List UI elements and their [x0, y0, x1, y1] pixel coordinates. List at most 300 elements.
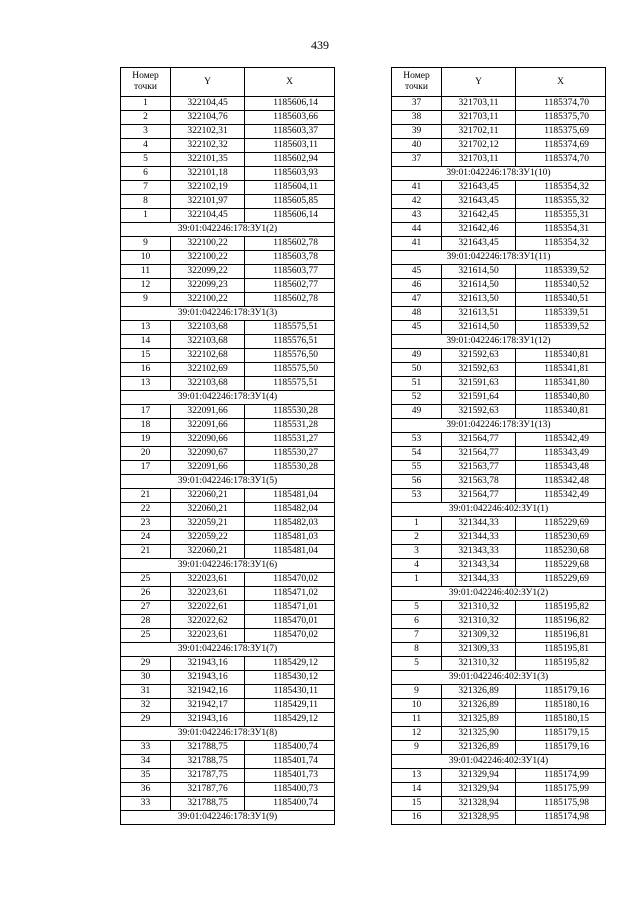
y-coordinate-cell: 321329,94 — [442, 769, 516, 783]
table-row — [121, 195, 335, 209]
point-number-cell: 25 — [121, 573, 171, 587]
y-coordinate-cell: 321326,89 — [442, 685, 516, 699]
y-coordinate-cell: 321309,32 — [442, 629, 516, 643]
cadastral-section-label: 39:01:042246:178:ЗУ1(4) — [121, 391, 335, 405]
table-row — [392, 139, 606, 153]
cadastral-section-label: 39:01:042246:178:ЗУ1(13) — [392, 419, 606, 433]
y-coordinate-cell: 322023,61 — [171, 587, 245, 601]
y-coordinate-cell: 322102,68 — [171, 349, 245, 363]
point-number-cell: 27 — [121, 601, 171, 615]
table-row — [392, 111, 606, 125]
header-x: X — [245, 68, 335, 97]
table-row — [121, 629, 335, 643]
point-number-cell: 9 — [392, 741, 442, 755]
point-number-cell: 33 — [121, 741, 171, 755]
point-number-cell: 6 — [392, 615, 442, 629]
table-row — [392, 699, 606, 713]
y-coordinate-cell: 321788,75 — [171, 797, 245, 811]
x-coordinate-cell: 1185530,28 — [245, 461, 335, 475]
y-coordinate-cell: 322090,66 — [171, 433, 245, 447]
table-row — [121, 489, 335, 503]
table-row — [121, 601, 335, 615]
point-number-cell: 36 — [121, 783, 171, 797]
point-number-cell: 45 — [392, 321, 442, 335]
cadastral-section-label: 39:01:042246:178:ЗУ1(11) — [392, 251, 606, 265]
point-number-cell: 21 — [121, 545, 171, 559]
x-coordinate-cell: 1185340,51 — [516, 293, 606, 307]
cadastral-section-label: 39:01:042246:402:ЗУ1(2) — [392, 587, 606, 601]
table-row — [392, 769, 606, 783]
y-coordinate-cell: 322103,68 — [171, 335, 245, 349]
x-coordinate-cell: 1185195,82 — [516, 657, 606, 671]
point-number-cell: 4 — [121, 139, 171, 153]
x-coordinate-cell: 1185341,81 — [516, 363, 606, 377]
point-number-cell: 2 — [392, 531, 442, 545]
y-coordinate-cell: 321326,89 — [442, 741, 516, 755]
point-number-cell: 14 — [392, 783, 442, 797]
x-coordinate-cell: 1185429,12 — [245, 713, 335, 727]
table-row — [121, 797, 335, 811]
table-row — [392, 391, 606, 405]
point-number-cell: 46 — [392, 279, 442, 293]
x-coordinate-cell: 1185342,49 — [516, 433, 606, 447]
point-number-cell: 5 — [392, 601, 442, 615]
point-number-cell: 37 — [392, 97, 442, 111]
y-coordinate-cell: 322090,67 — [171, 447, 245, 461]
point-number-cell: 4 — [392, 559, 442, 573]
y-coordinate-cell: 321310,32 — [442, 657, 516, 671]
x-coordinate-cell: 1185340,81 — [516, 405, 606, 419]
table-row — [392, 377, 606, 391]
y-coordinate-cell: 322099,22 — [171, 265, 245, 279]
x-coordinate-cell: 1185354,32 — [516, 237, 606, 251]
table-row — [392, 517, 606, 531]
x-coordinate-cell: 1185174,98 — [516, 811, 606, 825]
x-coordinate-cell: 1185603,37 — [245, 125, 335, 139]
section-row — [392, 503, 606, 517]
x-coordinate-cell: 1185400,74 — [245, 797, 335, 811]
point-number-cell: 3 — [392, 545, 442, 559]
y-coordinate-cell: 322099,23 — [171, 279, 245, 293]
x-coordinate-cell: 1185602,78 — [245, 293, 335, 307]
point-number-cell: 19 — [121, 433, 171, 447]
point-number-cell: 22 — [121, 503, 171, 517]
header-y: Y — [442, 68, 516, 97]
point-number-cell: 15 — [121, 349, 171, 363]
point-number-cell: 11 — [121, 265, 171, 279]
y-coordinate-cell: 321563,77 — [442, 461, 516, 475]
y-coordinate-cell: 321592,63 — [442, 349, 516, 363]
y-coordinate-cell: 321614,50 — [442, 321, 516, 335]
table-row — [392, 573, 606, 587]
x-coordinate-cell: 1185530,27 — [245, 447, 335, 461]
y-coordinate-cell: 321563,78 — [442, 475, 516, 489]
table-row — [121, 685, 335, 699]
x-coordinate-cell: 1185604,11 — [245, 181, 335, 195]
table-row — [121, 363, 335, 377]
x-coordinate-cell: 1185482,03 — [245, 517, 335, 531]
y-coordinate-cell: 322022,62 — [171, 615, 245, 629]
x-coordinate-cell: 1185340,52 — [516, 279, 606, 293]
table-row — [121, 587, 335, 601]
point-number-cell: 47 — [392, 293, 442, 307]
x-coordinate-cell: 1185400,74 — [245, 741, 335, 755]
x-coordinate-cell: 1185342,49 — [516, 489, 606, 503]
x-coordinate-cell: 1185470,02 — [245, 573, 335, 587]
point-number-cell: 55 — [392, 461, 442, 475]
point-number-cell: 11 — [392, 713, 442, 727]
x-coordinate-cell: 1185429,11 — [245, 699, 335, 713]
x-coordinate-cell: 1185471,02 — [245, 587, 335, 601]
y-coordinate-cell: 322102,19 — [171, 181, 245, 195]
table-row — [121, 97, 335, 111]
table-row — [392, 475, 606, 489]
table-row — [121, 139, 335, 153]
point-number-cell: 31 — [121, 685, 171, 699]
y-coordinate-cell: 321591,63 — [442, 377, 516, 391]
coordinates-table-right — [391, 67, 606, 825]
x-coordinate-cell: 1185179,15 — [516, 727, 606, 741]
x-coordinate-cell: 1185339,51 — [516, 307, 606, 321]
y-coordinate-cell: 322101,18 — [171, 167, 245, 181]
x-coordinate-cell: 1185603,11 — [245, 139, 335, 153]
table-row — [121, 769, 335, 783]
cadastral-section-label: 39:01:042246:178:ЗУ1(2) — [121, 223, 335, 237]
point-number-cell: 2 — [121, 111, 171, 125]
x-coordinate-cell: 1185576,50 — [245, 349, 335, 363]
x-coordinate-cell: 1185576,51 — [245, 335, 335, 349]
table-row — [121, 447, 335, 461]
point-number-cell: 53 — [392, 433, 442, 447]
table-row — [121, 167, 335, 181]
section-row — [392, 167, 606, 181]
point-number-cell: 23 — [121, 517, 171, 531]
x-coordinate-cell: 1185374,70 — [516, 153, 606, 167]
table-row — [392, 307, 606, 321]
table-row — [392, 447, 606, 461]
table-row — [121, 335, 335, 349]
y-coordinate-cell: 321788,75 — [171, 755, 245, 769]
section-row — [392, 419, 606, 433]
x-coordinate-cell: 1185374,70 — [516, 97, 606, 111]
x-coordinate-cell: 1185195,82 — [516, 601, 606, 615]
point-number-cell: 13 — [392, 769, 442, 783]
point-number-cell: 10 — [121, 251, 171, 265]
x-coordinate-cell: 1185430,12 — [245, 671, 335, 685]
table-row — [392, 727, 606, 741]
point-number-cell: 49 — [392, 405, 442, 419]
point-number-cell: 10 — [392, 699, 442, 713]
x-coordinate-cell: 1185195,81 — [516, 643, 606, 657]
y-coordinate-cell: 322091,66 — [171, 461, 245, 475]
point-number-cell: 12 — [121, 279, 171, 293]
table-row — [392, 209, 606, 223]
section-row — [121, 307, 335, 321]
table-row — [121, 531, 335, 545]
point-number-cell: 41 — [392, 181, 442, 195]
point-number-cell: 7 — [121, 181, 171, 195]
table-row — [392, 783, 606, 797]
table-row — [121, 349, 335, 363]
y-coordinate-cell: 321703,11 — [442, 97, 516, 111]
x-coordinate-cell: 1185230,69 — [516, 531, 606, 545]
table-row — [392, 629, 606, 643]
table-row — [121, 615, 335, 629]
table-row — [392, 279, 606, 293]
point-number-cell: 39 — [392, 125, 442, 139]
x-coordinate-cell: 1185229,69 — [516, 573, 606, 587]
y-coordinate-cell: 321643,45 — [442, 195, 516, 209]
cadastral-section-label: 39:01:042246:178:ЗУ1(8) — [121, 727, 335, 741]
table-row — [392, 321, 606, 335]
table-row — [121, 181, 335, 195]
x-coordinate-cell: 1185180,15 — [516, 713, 606, 727]
point-number-cell: 35 — [121, 769, 171, 783]
table-row — [392, 265, 606, 279]
point-number-cell: 12 — [392, 727, 442, 741]
point-number-cell: 17 — [121, 405, 171, 419]
table-row — [121, 125, 335, 139]
page-number: 439 — [311, 38, 329, 52]
y-coordinate-cell: 322100,22 — [171, 251, 245, 265]
section-row — [392, 251, 606, 265]
table-row — [392, 461, 606, 475]
y-coordinate-cell: 321643,45 — [442, 237, 516, 251]
point-number-cell: 29 — [121, 657, 171, 671]
x-coordinate-cell: 1185602,78 — [245, 237, 335, 251]
point-number-cell: 9 — [121, 237, 171, 251]
section-row — [392, 335, 606, 349]
y-coordinate-cell: 321325,90 — [442, 727, 516, 741]
x-coordinate-cell: 1185230,68 — [516, 545, 606, 559]
y-coordinate-cell: 321344,33 — [442, 517, 516, 531]
table-row — [392, 489, 606, 503]
table-row — [121, 713, 335, 727]
y-coordinate-cell: 321702,12 — [442, 139, 516, 153]
y-coordinate-cell: 321787,75 — [171, 769, 245, 783]
table-row — [121, 699, 335, 713]
y-coordinate-cell: 321943,16 — [171, 657, 245, 671]
x-coordinate-cell: 1185430,11 — [245, 685, 335, 699]
cadastral-section-label: 39:01:042246:402:ЗУ1(4) — [392, 755, 606, 769]
table-row — [121, 545, 335, 559]
point-number-cell: 1 — [392, 517, 442, 531]
point-number-cell: 28 — [121, 615, 171, 629]
point-number-cell: 5 — [392, 657, 442, 671]
point-number-cell: 26 — [121, 587, 171, 601]
x-coordinate-cell: 1185401,74 — [245, 755, 335, 769]
point-number-cell: 53 — [392, 489, 442, 503]
y-coordinate-cell: 322102,31 — [171, 125, 245, 139]
y-coordinate-cell: 321592,63 — [442, 405, 516, 419]
table-row — [392, 601, 606, 615]
y-coordinate-cell: 322100,22 — [171, 237, 245, 251]
point-number-cell: 54 — [392, 447, 442, 461]
y-coordinate-cell: 321614,50 — [442, 279, 516, 293]
point-number-cell: 3 — [121, 125, 171, 139]
x-coordinate-cell: 1185180,16 — [516, 699, 606, 713]
x-coordinate-cell: 1185429,12 — [245, 657, 335, 671]
x-coordinate-cell: 1185482,04 — [245, 503, 335, 517]
table-row — [121, 755, 335, 769]
x-coordinate-cell: 1185340,80 — [516, 391, 606, 405]
cadastral-section-label: 39:01:042246:178:ЗУ1(12) — [392, 335, 606, 349]
table-row — [121, 741, 335, 755]
table-row — [392, 125, 606, 139]
y-coordinate-cell: 321310,32 — [442, 615, 516, 629]
point-number-cell: 14 — [121, 335, 171, 349]
point-number-cell: 8 — [392, 643, 442, 657]
x-coordinate-cell: 1185179,16 — [516, 741, 606, 755]
table-row — [392, 433, 606, 447]
point-number-cell: 1 — [121, 209, 171, 223]
x-coordinate-cell: 1185575,51 — [245, 321, 335, 335]
y-coordinate-cell: 321591,64 — [442, 391, 516, 405]
section-row — [392, 587, 606, 601]
x-coordinate-cell: 1185470,02 — [245, 629, 335, 643]
table-row — [392, 223, 606, 237]
header-point-number: Номер точки — [392, 68, 442, 97]
point-number-cell: 7 — [392, 629, 442, 643]
header-x: X — [516, 68, 606, 97]
x-coordinate-cell: 1185354,32 — [516, 181, 606, 195]
table-row — [392, 349, 606, 363]
point-number-cell: 43 — [392, 209, 442, 223]
section-row — [392, 671, 606, 685]
y-coordinate-cell: 321564,77 — [442, 433, 516, 447]
y-coordinate-cell: 321642,45 — [442, 209, 516, 223]
table-row — [392, 741, 606, 755]
table-row — [392, 195, 606, 209]
table-row — [392, 685, 606, 699]
table-row — [121, 671, 335, 685]
x-coordinate-cell: 1185531,28 — [245, 419, 335, 433]
x-coordinate-cell: 1185354,31 — [516, 223, 606, 237]
table-row — [121, 517, 335, 531]
table-header-row — [392, 68, 606, 97]
point-number-cell: 1 — [392, 573, 442, 587]
y-coordinate-cell: 322023,61 — [171, 573, 245, 587]
x-coordinate-cell: 1185355,32 — [516, 195, 606, 209]
y-coordinate-cell: 322023,61 — [171, 629, 245, 643]
table-row — [121, 321, 335, 335]
x-coordinate-cell: 1185481,03 — [245, 531, 335, 545]
y-coordinate-cell: 321326,89 — [442, 699, 516, 713]
x-coordinate-cell: 1185196,82 — [516, 615, 606, 629]
point-number-cell: 20 — [121, 447, 171, 461]
y-coordinate-cell: 322103,68 — [171, 377, 245, 391]
x-coordinate-cell: 1185603,66 — [245, 111, 335, 125]
table-row — [392, 531, 606, 545]
x-coordinate-cell: 1185339,52 — [516, 265, 606, 279]
table-row — [392, 797, 606, 811]
table-row — [121, 153, 335, 167]
point-number-cell: 40 — [392, 139, 442, 153]
table-row — [121, 573, 335, 587]
table-row — [392, 363, 606, 377]
point-number-cell: 13 — [121, 321, 171, 335]
x-coordinate-cell: 1185374,69 — [516, 139, 606, 153]
y-coordinate-cell: 321309,33 — [442, 643, 516, 657]
x-coordinate-cell: 1185605,85 — [245, 195, 335, 209]
header-y: Y — [171, 68, 245, 97]
table-row — [121, 405, 335, 419]
section-row — [121, 727, 335, 741]
point-number-cell: 9 — [121, 293, 171, 307]
x-coordinate-cell: 1185606,14 — [245, 209, 335, 223]
point-number-cell: 18 — [121, 419, 171, 433]
y-coordinate-cell: 322060,21 — [171, 503, 245, 517]
y-coordinate-cell: 321703,11 — [442, 153, 516, 167]
x-coordinate-cell: 1185400,73 — [245, 783, 335, 797]
y-coordinate-cell: 321564,77 — [442, 489, 516, 503]
point-number-cell: 45 — [392, 265, 442, 279]
y-coordinate-cell: 322104,45 — [171, 209, 245, 223]
table-row — [121, 783, 335, 797]
y-coordinate-cell: 322022,61 — [171, 601, 245, 615]
y-coordinate-cell: 322101,35 — [171, 153, 245, 167]
y-coordinate-cell: 322104,45 — [171, 97, 245, 111]
y-coordinate-cell: 321702,11 — [442, 125, 516, 139]
table-row — [392, 545, 606, 559]
cadastral-section-label: 39:01:042246:178:ЗУ1(3) — [121, 307, 335, 321]
table-row — [392, 811, 606, 825]
y-coordinate-cell: 321343,34 — [442, 559, 516, 573]
x-coordinate-cell: 1185340,81 — [516, 349, 606, 363]
y-coordinate-cell: 321328,95 — [442, 811, 516, 825]
section-row — [121, 643, 335, 657]
point-number-cell: 41 — [392, 237, 442, 251]
y-coordinate-cell: 322091,66 — [171, 419, 245, 433]
x-coordinate-cell: 1185606,14 — [245, 97, 335, 111]
section-row — [121, 223, 335, 237]
y-coordinate-cell: 322059,21 — [171, 517, 245, 531]
cadastral-section-label: 39:01:042246:402:ЗУ1(1) — [392, 503, 606, 517]
point-number-cell: 34 — [121, 755, 171, 769]
x-coordinate-cell: 1185196,81 — [516, 629, 606, 643]
y-coordinate-cell: 321325,89 — [442, 713, 516, 727]
point-number-cell: 50 — [392, 363, 442, 377]
cadastral-section-label: 39:01:042246:402:ЗУ1(3) — [392, 671, 606, 685]
y-coordinate-cell: 321942,17 — [171, 699, 245, 713]
table-row — [121, 251, 335, 265]
x-coordinate-cell: 1185175,98 — [516, 797, 606, 811]
table-row — [121, 237, 335, 251]
table-row — [121, 293, 335, 307]
point-number-cell: 37 — [392, 153, 442, 167]
point-number-cell: 48 — [392, 307, 442, 321]
point-number-cell: 16 — [121, 363, 171, 377]
x-coordinate-cell: 1185470,01 — [245, 615, 335, 629]
table-row — [121, 265, 335, 279]
x-coordinate-cell: 1185179,16 — [516, 685, 606, 699]
x-coordinate-cell: 1185481,04 — [245, 489, 335, 503]
header-point-number: Номер точки — [121, 68, 171, 97]
y-coordinate-cell: 322103,68 — [171, 321, 245, 335]
point-number-cell: 5 — [121, 153, 171, 167]
y-coordinate-cell: 321942,16 — [171, 685, 245, 699]
table-row — [121, 111, 335, 125]
point-number-cell: 16 — [392, 811, 442, 825]
table-row — [121, 209, 335, 223]
coordinates-table-left — [120, 67, 335, 825]
x-coordinate-cell: 1185530,28 — [245, 405, 335, 419]
cadastral-section-label: 39:01:042246:178:ЗУ1(5) — [121, 475, 335, 489]
y-coordinate-cell: 321343,33 — [442, 545, 516, 559]
x-coordinate-cell: 1185602,77 — [245, 279, 335, 293]
point-number-cell: 29 — [121, 713, 171, 727]
point-number-cell: 13 — [121, 377, 171, 391]
